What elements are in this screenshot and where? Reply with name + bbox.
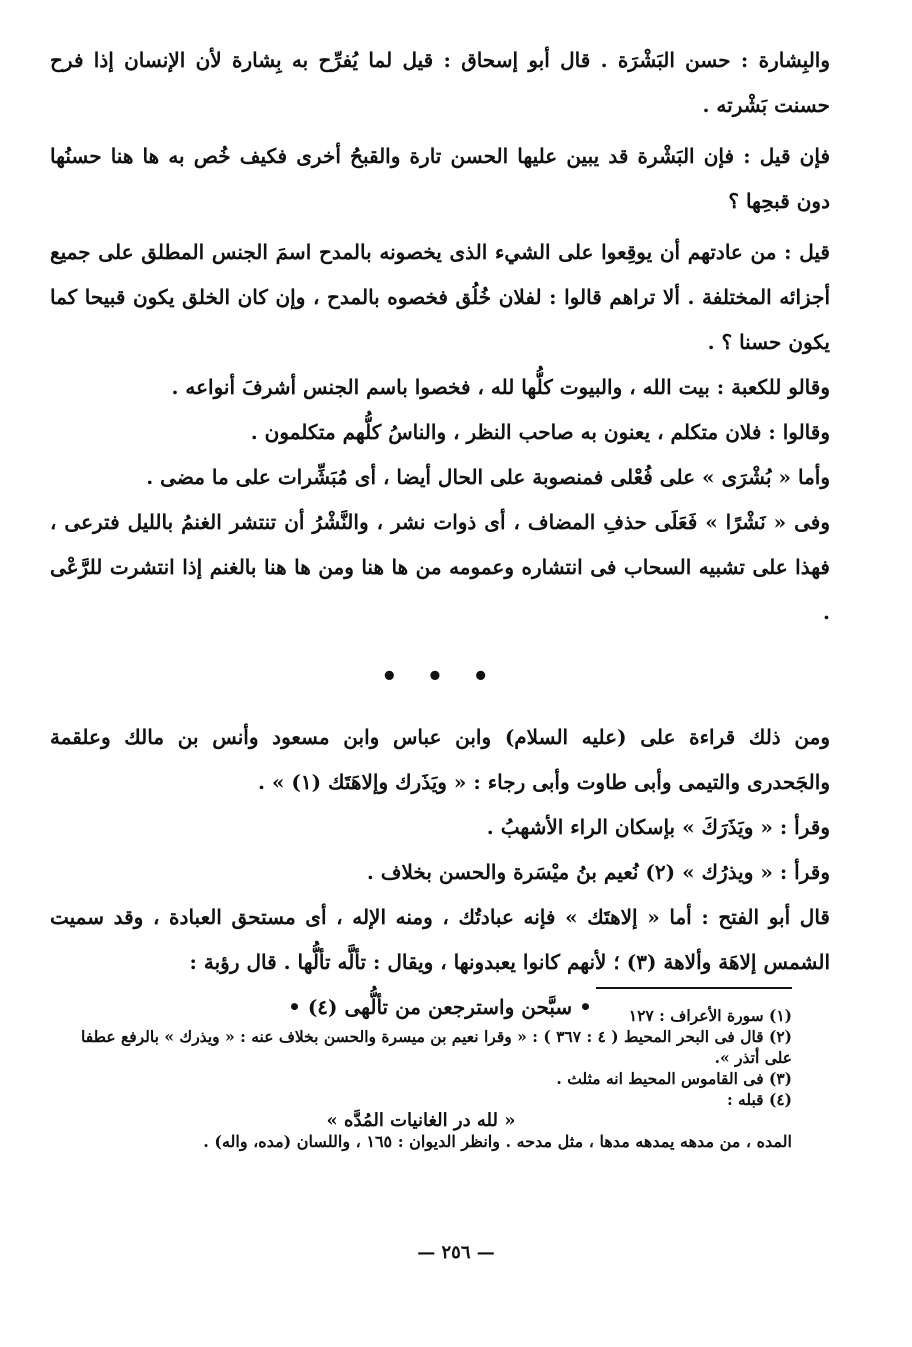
page-number: — ٢٥٦ — [417, 1242, 495, 1263]
footnote-2: (٢) قال فى البحر المحيط ( ٤ : ٣٦٧ ) : « وقرا نعيم بن ميسرة والحسن بخلاف عنه : « ويذرك » بالرفع عطفا على أتذر ». [81, 1027, 792, 1067]
footnote-4: (٤) قبله : [726, 1090, 792, 1109]
paragraph: وقالوا : فلان متكلم ، يعنون به صاحب النظر ، والناسُ كلُّهم متكلمون . [250, 420, 830, 444]
paragraph: والبِشارة : حسن البَشْرَة . قال أبو إسحاق : قيل لما يُفرِّح به بِشارة لأن الإنسان إذا فرح حسنت بَشْرته . [50, 48, 830, 117]
paragraph: وقرأ : « ويذرُك » (٢) نُعيم بنُ ميْسَرة والحسن بخلاف . [366, 860, 830, 884]
footnote-divider [596, 987, 792, 989]
paragraph: قال أبو الفتح : أما « إلاهتَك » فإنه عبادتُك ، ومنه الإله ، أى مستحق العبادة ، وقد سميت الشمس إلاهَة وألاهة (٣) ؛ لأنهم كانوا يعبدونها ، ويقال : تألَّه تألُّها . قال رؤبة : [50, 905, 830, 974]
poem-verse: • سبَّحن واسترجعن من تألُّهى (٤) • [288, 995, 592, 1019]
paragraph: ومن ذلك قراءة على (عليه السلام) وابن عباس وابن مسعود وأنس بن مالك وعلقمة والجَحدرى والتيمى وأبى طاوت وأبى رجاء : « ويَذَرك وإلاهَتَك (١) » . [50, 725, 830, 794]
footnote-1: (١) سورة الأعراف : ١٢٧ [628, 1006, 792, 1025]
paragraph: قيل : من عادتهم أن يوقِعوا على الشيء الذى يخصونه بالمدح اسمَ الجنس المطلق على جميع أجزائه المختلفة . ألا تراهم قالوا : لفلان خُلُق فخصوه بالمدح ، وإن كان الخلق يكون قبيحا كما يكون حسنا ؟ . [50, 240, 830, 354]
section-ornament: • • • [381, 662, 499, 692]
paragraph: وفى « نَشْرًا » فَعَلَى حذفِ المضاف ، أى ذوات نشر ، والنَّشْرُ أن تنتشر الغنمُ بالليل فترعى ، فهذا على تشبيه السحاب فى انتشاره وعمومه من ها هنا ومن ها هنا بالغنم إذا انتشرت للرَّعْى . [50, 510, 830, 624]
paragraph: وقرأ : « ويَذَرَكَ » بإسكان الراء الأشهبُ . [486, 815, 830, 839]
main-text [50, 38, 830, 1030]
footnote-4-note: المده ، من مدهه يمدهه مدها ، مثل مدحه . وانظر الديوان : ١٦٥ ، واللسان (مده، واله) . [203, 1132, 792, 1151]
paragraph: وقالو للكعبة : بيت الله ، والبيوت كلُّها لله ، فخصوا باسم الجنس أشرفَ أنواعه . [171, 375, 830, 399]
paragraph: وأما « بُشْرَى » على فُعْلى فمنصوبة على الحال أيضا ، أى مُبَشِّرات على ما مضى . [146, 465, 830, 489]
footnotes [50, 1005, 792, 1152]
footnote-4-verse: « لله در الغانيات المُدَّه » [326, 1110, 516, 1131]
paragraph: فإن قيل : فإن البَشْرة قد يبين عليها الحسن تارة والقبحُ أخرى فكيف خُص به ها هنا حسنُها دون قبحِها ؟ [50, 144, 830, 213]
footnote-3: (٣) فى القاموس المحيط انه مثلث . [556, 1069, 792, 1088]
